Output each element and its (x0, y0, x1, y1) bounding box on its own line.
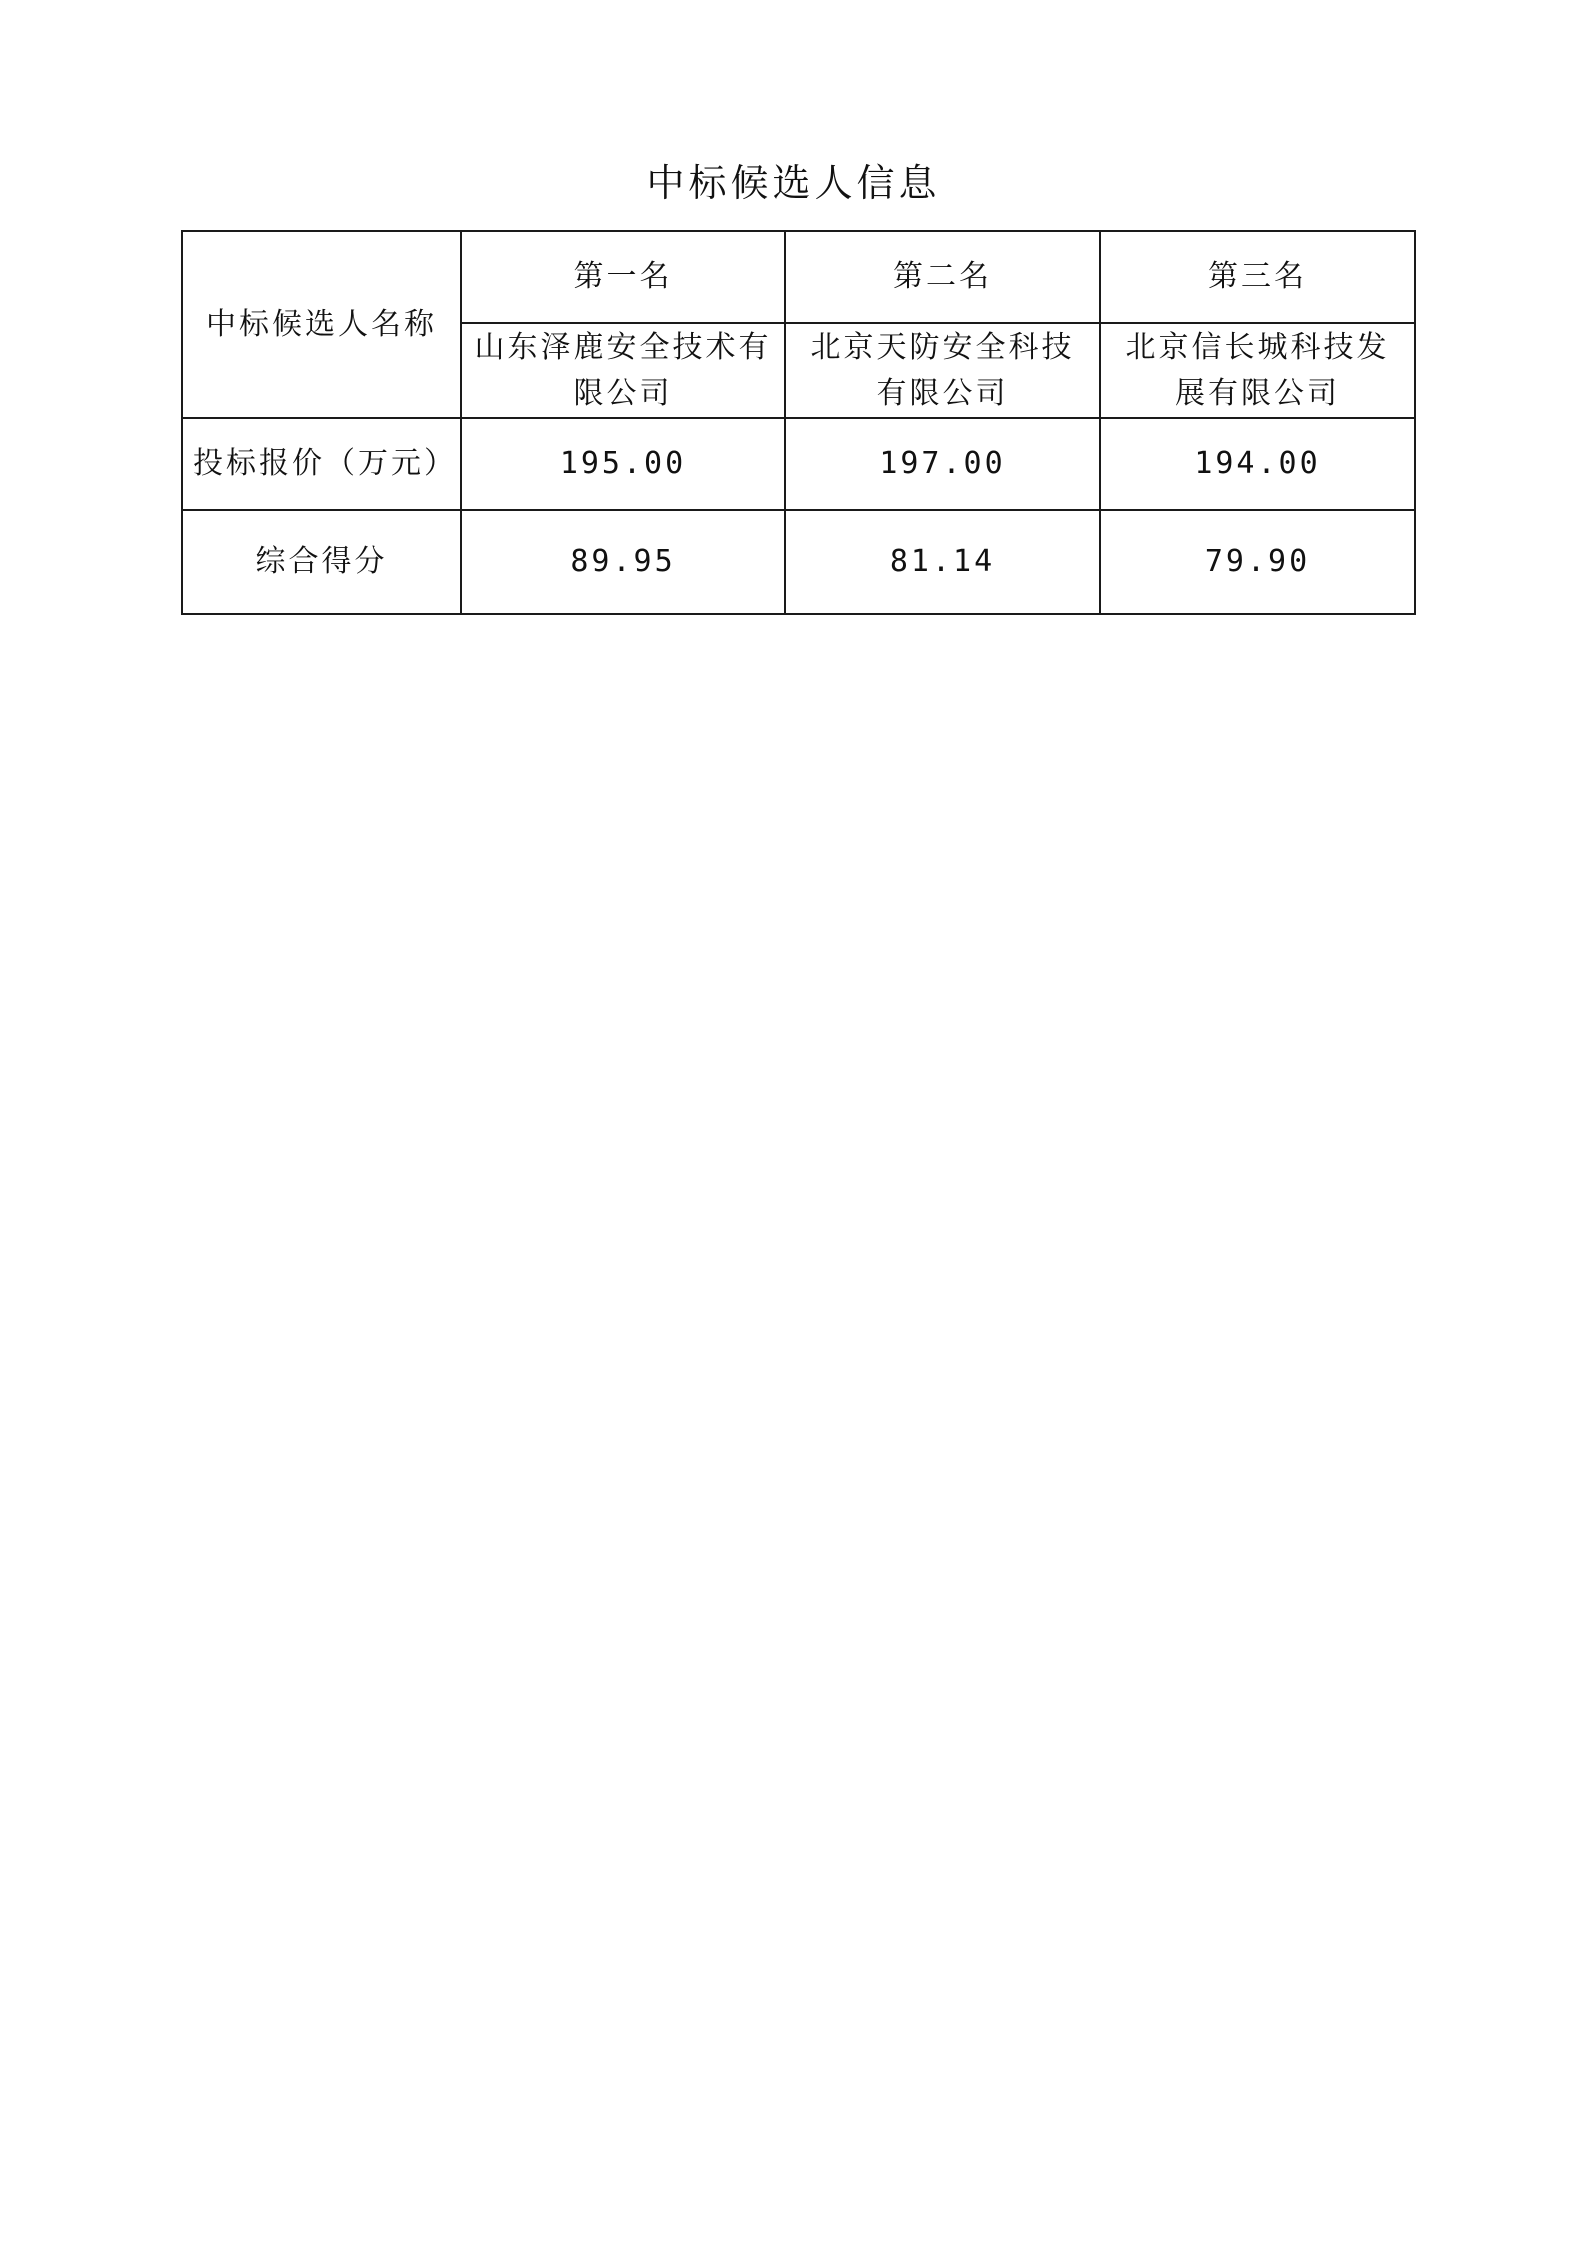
table-row-rank (182, 231, 1415, 323)
price-cell-2: 197.00 (785, 418, 1100, 510)
row-label-score: 综合得分 (182, 510, 461, 614)
price-cell-1: 195.00 (461, 418, 785, 510)
price-cell-3: 194.00 (1100, 418, 1415, 510)
score-cell-2: 81.14 (785, 510, 1100, 614)
row-label-price: 投标报价（万元） (182, 418, 461, 510)
name-cell-3: 北京信长城科技发展有限公司 (1100, 323, 1415, 418)
name-cell-1: 山东泽鹿安全技术有限公司 (461, 323, 785, 418)
page-title: 中标候选人信息 (646, 161, 941, 205)
table-row-price (182, 418, 1415, 510)
score-cell-3: 79.90 (1100, 510, 1415, 614)
row-label-candidate-name: 中标候选人名称 (182, 231, 461, 418)
rank-cell-1: 第一名 (461, 231, 785, 323)
name-cell-2: 北京天防安全科技有限公司 (785, 323, 1100, 418)
candidate-table (181, 230, 1416, 615)
rank-cell-2: 第二名 (785, 231, 1100, 323)
score-cell-1: 89.95 (461, 510, 785, 614)
rank-cell-3: 第三名 (1100, 231, 1415, 323)
table-row-score (182, 510, 1415, 614)
